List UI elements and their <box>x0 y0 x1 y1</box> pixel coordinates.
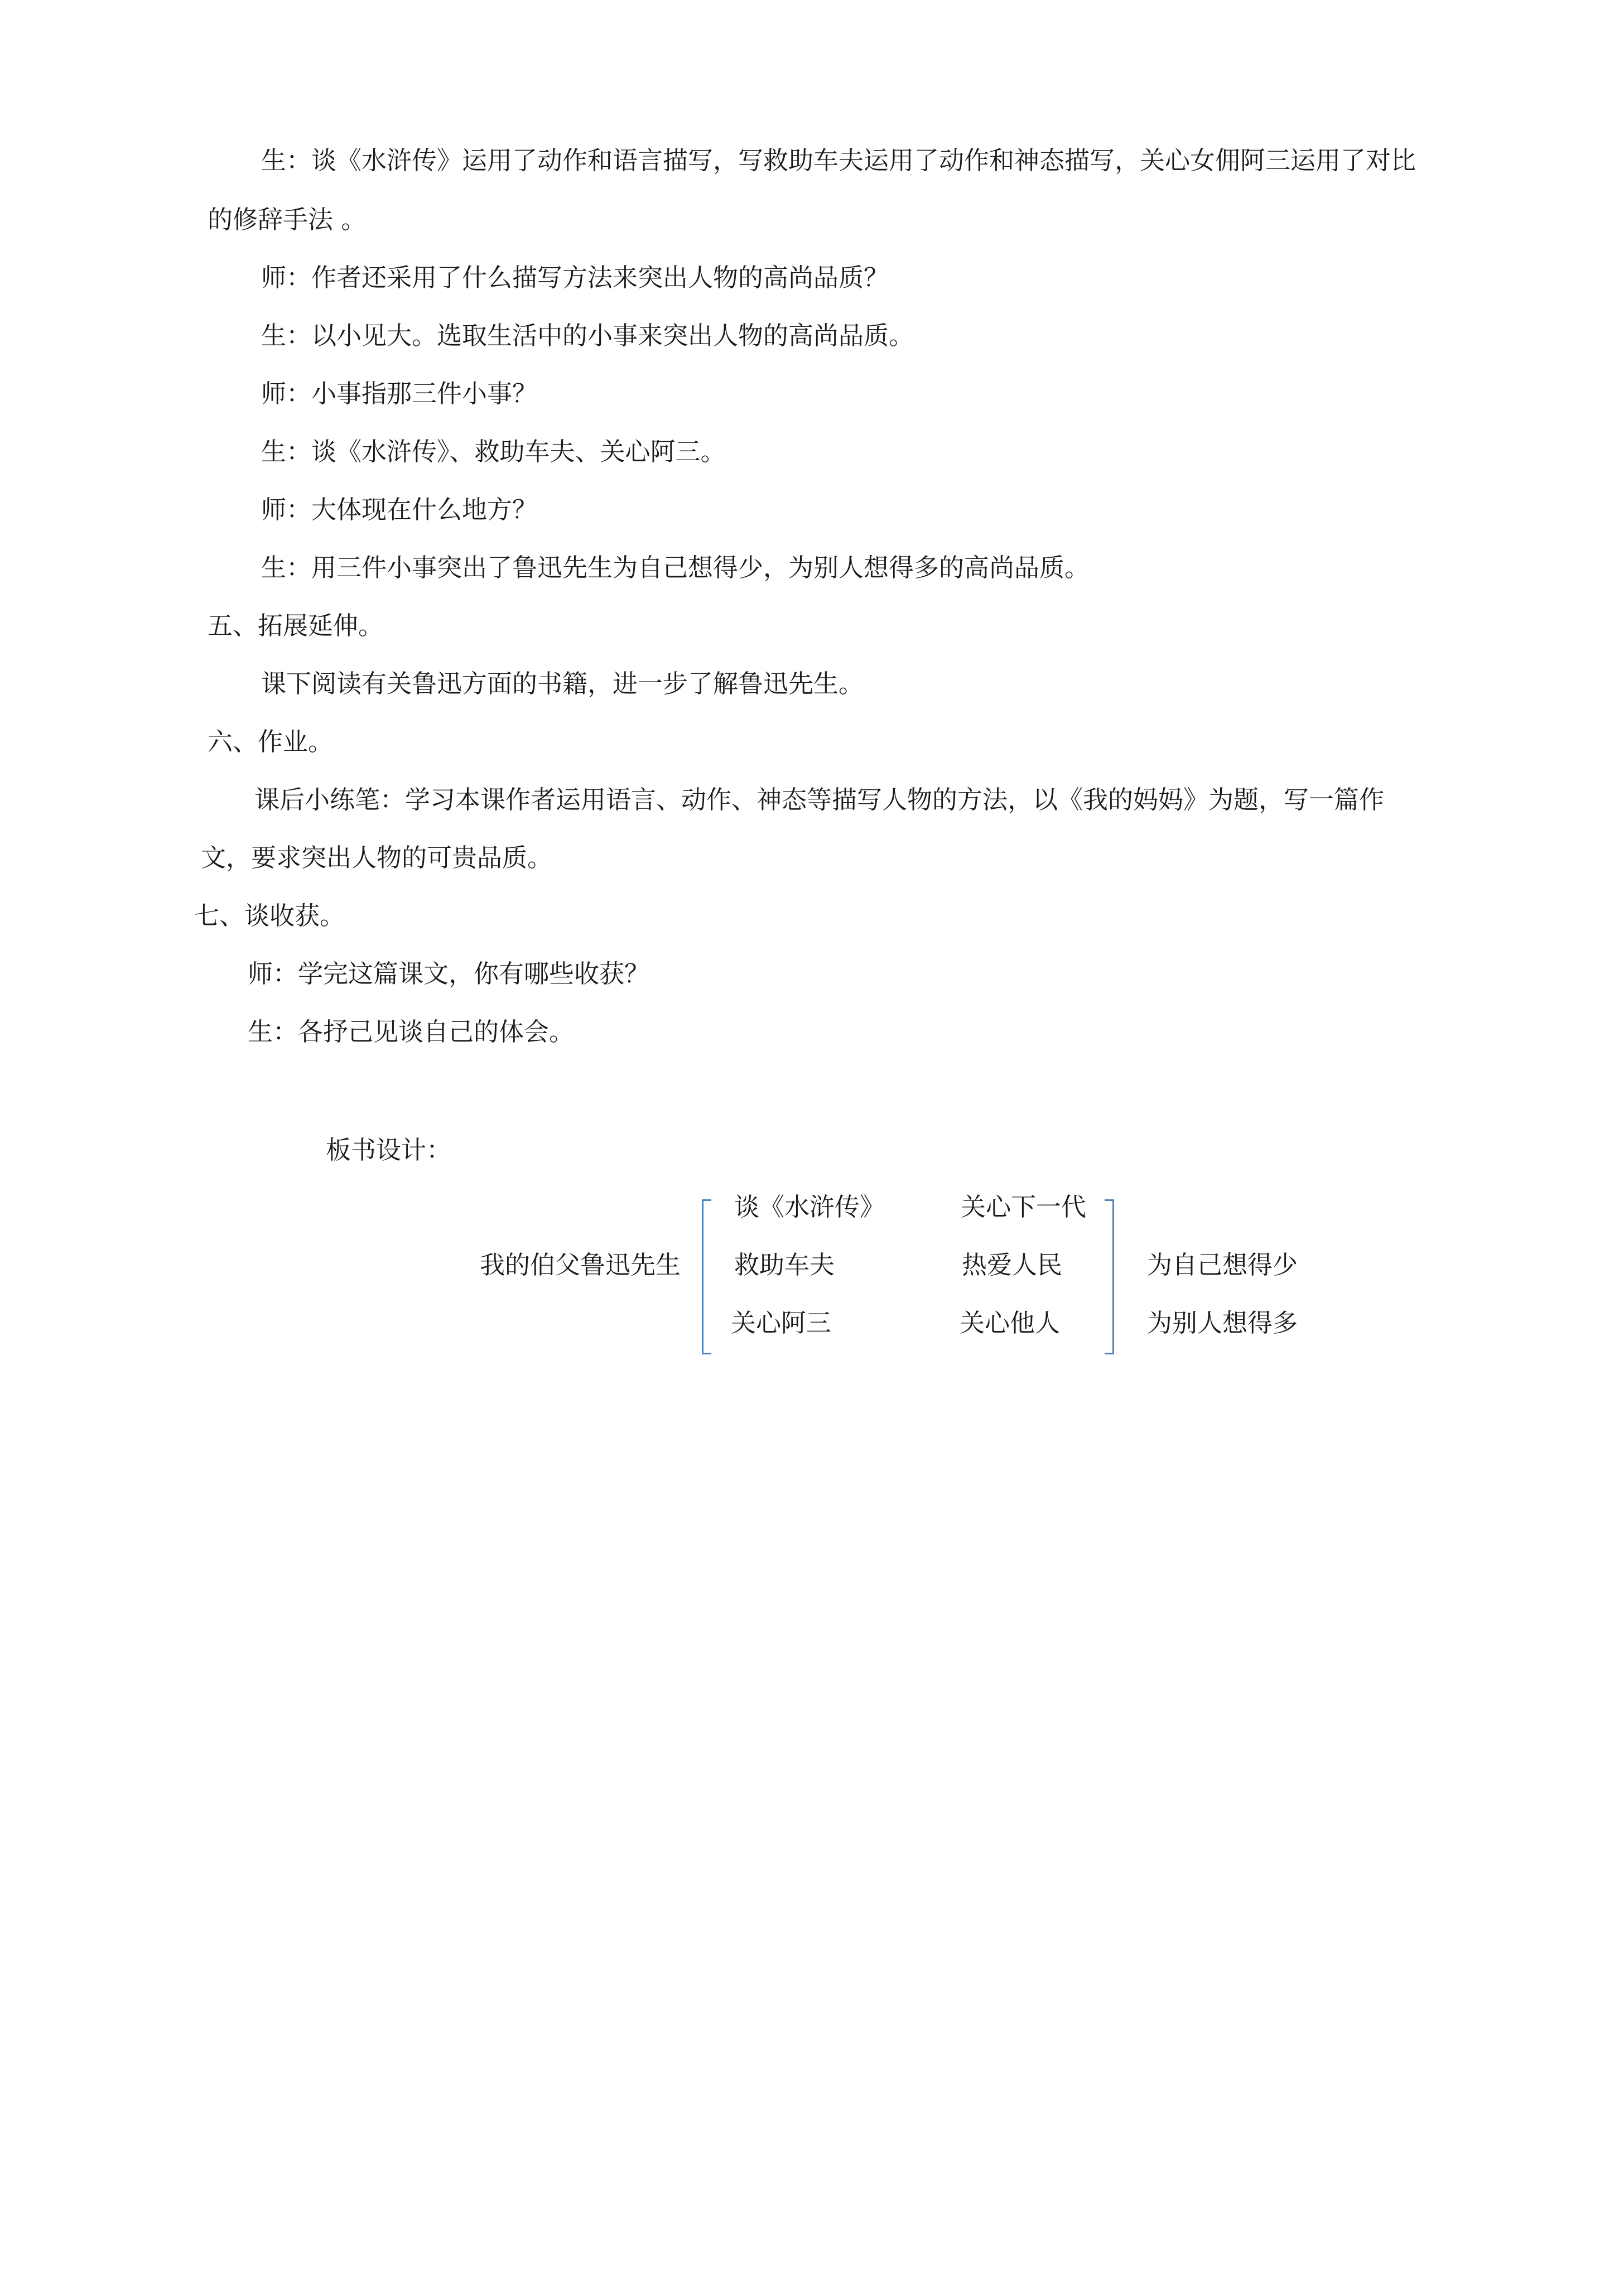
board-event-1: 谈《水浒传》 <box>734 1192 885 1222</box>
board-quality-2: 热爱人民 <box>962 1250 1063 1280</box>
board-title: 我的伯父鲁迅先生 <box>480 1250 681 1280</box>
board-conclusion-2: 为别人想得多 <box>1147 1308 1298 1338</box>
section-homework-line-1: 课后小练笔：学习本课作者运用语言、动作、神态等描写人物的方法，以《我的妈妈》为题，写一篇作 <box>254 785 1385 814</box>
section-harvest-answer: 生：各抒己见谈自己的体会。 <box>248 1017 575 1046</box>
board-event-3: 关心阿三 <box>731 1308 832 1338</box>
board-conclusion-1: 为自己想得少 <box>1147 1250 1298 1280</box>
board-design-label: 板书设计： <box>326 1135 452 1165</box>
section-homework-heading: 六、作业。 <box>208 727 334 756</box>
board-quality-1: 关心下一代 <box>961 1192 1087 1222</box>
dialogue-line-2: 的修辞手法 。 <box>208 205 367 234</box>
dialogue-line-5: 师：小事指那三件小事？ <box>261 379 538 408</box>
dialogue-line-4: 生：以小见大。选取生活中的小事来突出人物的高尚品质。 <box>261 321 914 350</box>
board-right-bracket <box>1105 1199 1114 1354</box>
section-harvest-question: 师：学完这篇课文，你有哪些收获？ <box>248 959 650 988</box>
section-harvest-heading: 七、谈收获。 <box>194 901 345 930</box>
dialogue-line-6: 生：谈《水浒传》、救助车夫、关心阿三。 <box>261 437 726 466</box>
section-extend-heading: 五、拓展延伸。 <box>208 611 384 640</box>
dialogue-line-7: 师：大体现在什么地方？ <box>261 495 538 524</box>
section-extend-text: 课下阅读有关鲁迅方面的书籍，进一步了解鲁迅先生。 <box>261 669 864 698</box>
dialogue-line-8: 生：用三件小事突出了鲁迅先生为自己想得少，为别人想得多的高尚品质。 <box>261 553 1090 582</box>
dialogue-line-1: 生：谈《水浒传》运用了动作和语言描写，写救助车夫运用了动作和神态描写，关心女佣阿三运用了对比 <box>261 146 1416 175</box>
section-homework-line-2: 文，要求突出人物的可贵品质。 <box>201 843 553 872</box>
board-quality-3: 关心他人 <box>960 1308 1061 1338</box>
board-event-2: 救助车夫 <box>734 1250 835 1280</box>
board-left-bracket <box>702 1199 711 1354</box>
dialogue-line-3: 师：作者还采用了什么描写方法来突出人物的高尚品质？ <box>261 263 889 292</box>
